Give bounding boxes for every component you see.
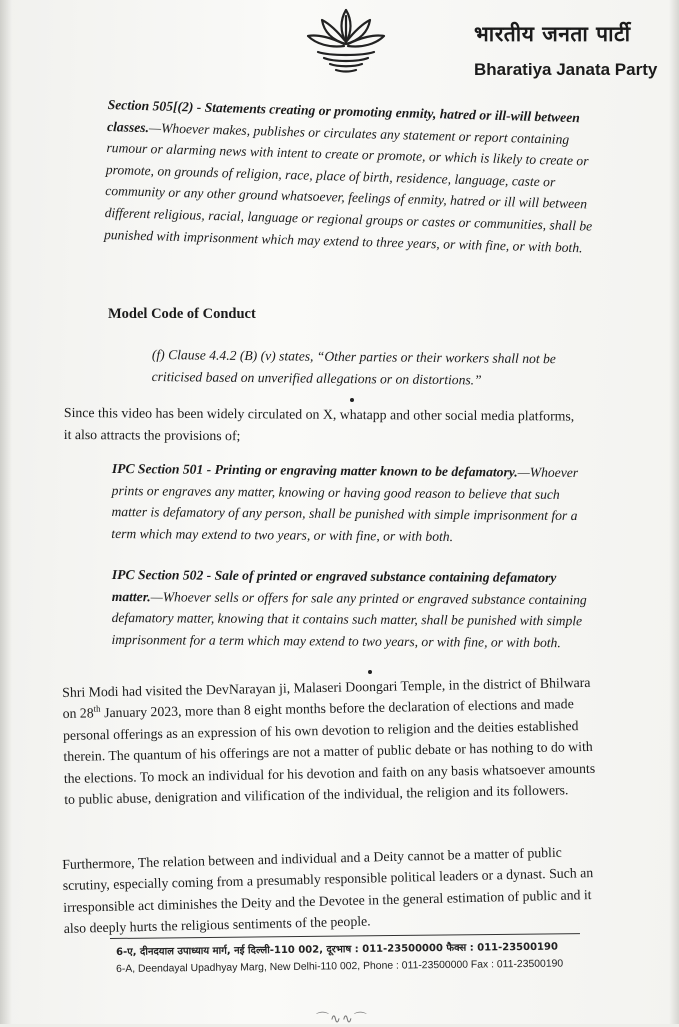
ipc-502-heading: IPC Section 502 - Sale of printed or engraved substance containing defamatory matter. [111,566,557,604]
ink-speck [368,670,372,674]
section-505-paragraph [104,94,596,259]
modi-visit-text-end: January 2023, more than 8 eight months before the declaration of elections and made personal offerings as an expression of his own devotion to religion and the deities established therein. The quantum of his offerings are not a matter of public debate or has nothing to do with the elections. To mock an individual for his devotion and faith on any basis whatsoever amounts to public abuse, denigration and vilification of the individual, the religion and its followers. [62,696,596,808]
party-name-english: Bharatiya Janata Party [474,60,658,79]
model-code-clause: (f) Clause 4.4.2 (B) (v) states, “Other parties or their workers shall not be criticised based on unverified allegations or on distortions.” [151,346,556,388]
ipc-intro-paragraph: Since this video has been widely circulated on X, whatapp and other social media platforms, it also attracts the provisions of; [63,404,575,443]
ipc-502-paragraph [111,564,588,654]
ipc-501-body: —Whoever prints or engraves any matter, knowing or having good reason to believe that such matter is defamatory of any person, shall be punished with simple imprisonment for a term which may extend to two years, or with fine, or with both. [111,464,579,544]
furthermore-paragraph: Furthermore, The relation between and individual and a Deity cannot be a matter of public scrutiny, especially coming from a presumably responsible political leaders or a dynast. Such an irresponsible act diminishes the Deity and the Devotee in the general estimation of public and it also deeply hurts the religious sentiments of the people. [62,844,594,937]
section-505-heading: Section 505[(2) - Statements creating or promoting enmity, hatred or ill-will between classes. [106,96,580,135]
handwritten-mark: ⌒∿∿⌒ [316,1012,368,1027]
date-ordinal-suffix: th [93,704,101,715]
footer-address-english: 6-A, Deendayal Upadhyay Marg, New Delhi-110 002, Phone : 011-23500000 Fax : 011-23500190 [116,958,564,975]
modi-visit-paragraph [62,672,602,811]
ipc-502-body: —Whoever sells or offers for sale any printed or engraved substance containing defamatory matter, knowing that it contains such matter, shall be punished with simple imprisonment for a term which may extend to two years, or with fine, or with both. [111,588,587,650]
footer-address-hindi: 6-ए, दीनदयाल उपाध्याय मार्ग, नई दिल्ली-110 002, दूरभाष : 011-23500000 फैक्स : 011-23500190 [116,941,558,958]
party-name-hindi: भारतीय जनता पार्टी [474,22,631,46]
ink-speck [350,398,354,402]
lotus-icon [300,2,392,82]
modi-visit-text-start: Shri Modi had visited the DevNarayan ji, Malaseri Doongari Temple, in the district of Bhilwara on 28 [62,674,591,722]
page-fold-right [669,0,679,1024]
ipc-501-paragraph [111,458,596,549]
page-fold-left [0,0,12,1024]
ipc-501-heading: IPC Section 501 - Printing or engraving matter known to be defamatory. [111,460,518,480]
model-code-heading: Model Code of Conduct [108,306,256,322]
section-505-body: —Whoever makes, publishes or circulates any statement or report containing rumour or alarming news with intent to create or promote, or which is likely to create or promote, on grounds of religion, race, place of birth, residence, language, caste or community or any other ground whatsoever, feelings of enmity, hatred or ill will between different religious, racial, language or regional groups or castes or communities, shall be punished with imprisonment which may extend to three years, or with fine, or with both. [103,119,593,255]
